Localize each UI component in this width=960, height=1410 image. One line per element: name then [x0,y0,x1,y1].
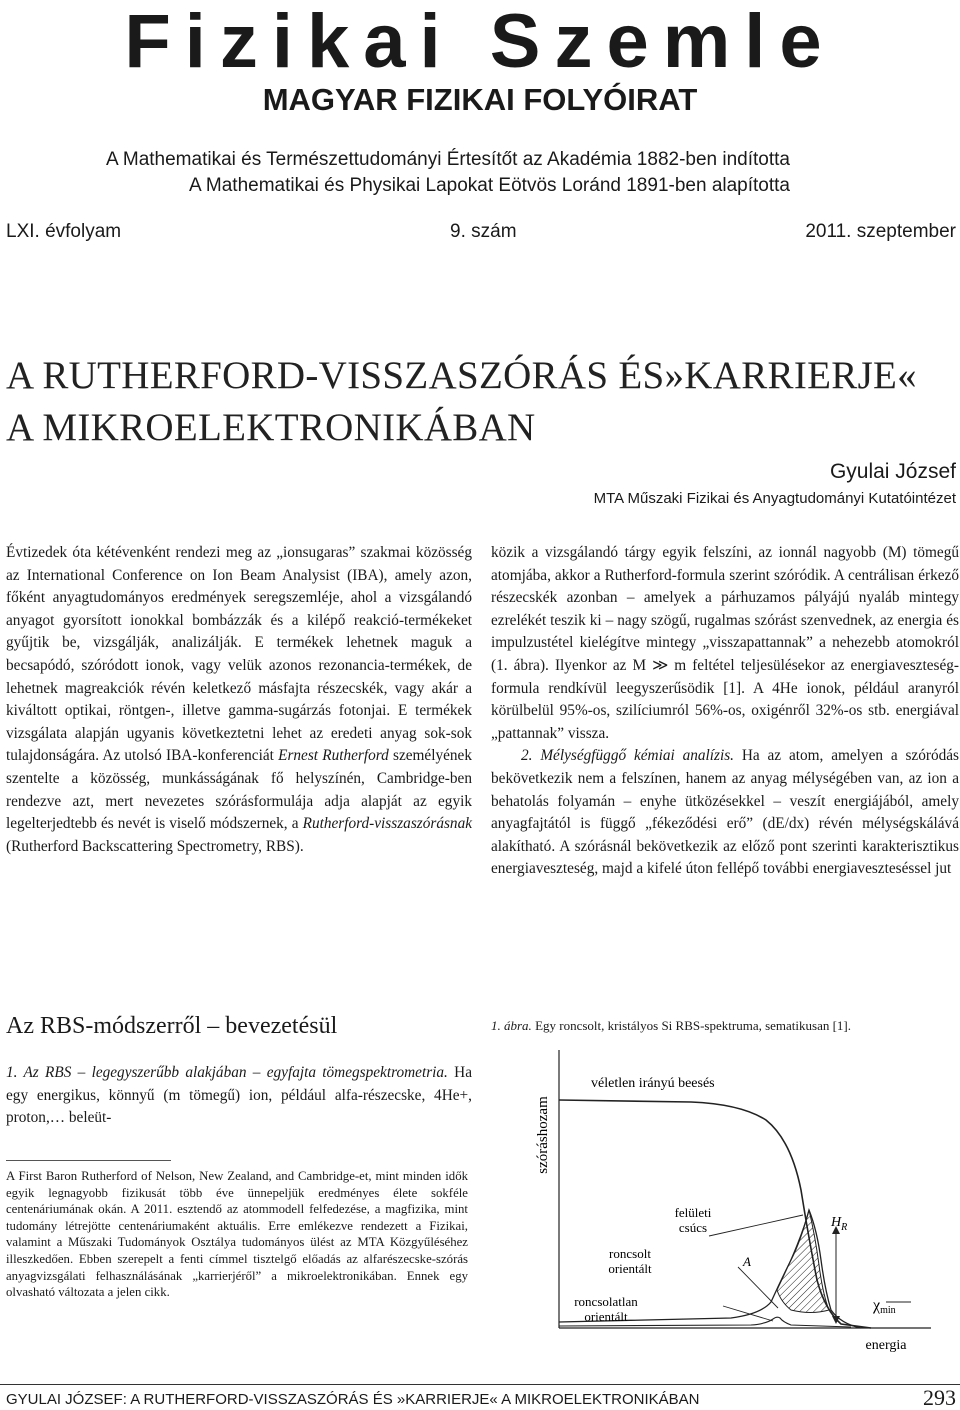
item-2-text: Ha az atom, amelyen a szóródás bekövetkezik nem a felszínen, hanem az anyag mélységében van, az ion a behatolás folyamán – enyhe ütközésekkel – veszít energiájából, amely anyagfajtától is függő „fékeződési erő” (dE/dx) révén mélységskálává alakítható. A szórásnál bekövetkezik az előző pont szerinti karakterisztikus energiaveszteség, majd a kifelé úton fellépő további energiaveszteséssel jut [491,747,959,878]
label-chi-min [872,1297,896,1316]
y-axis-label: szóráshozam [535,1096,551,1174]
x-axis-label: energia [865,1338,907,1353]
leader-undamaged [723,1306,773,1321]
footnote-divider [6,1160,171,1161]
label-undamaged-1: roncsolatlan [574,1294,638,1309]
section-heading: Az RBS-módszerről – bevezetésül [6,1013,338,1039]
leader-damaged [738,1267,778,1308]
page-number: 293 [923,1385,956,1410]
label-chi: χ [873,1297,881,1314]
right-column [491,542,959,881]
label-undamaged-2: orientált [584,1309,628,1324]
volume-label: LXI. évfolyam [6,221,122,242]
author-name: Gyulai József [829,460,956,483]
intro-paragraph [6,542,472,858]
right-paragraph-1: közik a vizsgálandó tárgy egyik felszíni, az ionnál nagyobb (M) tömegű atomjába, akkor a Rutherford-formula szerint szóródik. A centrálisan érkező részecskék azonban – amelyek a párhuzamos pályájú nyaláb mintegy ezrelékét teszik ki – nagy szögű, rugalmas szórást szenvednek, az energia és impulzustétel kielégítve mintegy „visszapattannak” a nehezebb atomokról (1. ábra). Ilyenkor az M ≫ m feltétel teljesülésekor az energiaveszteség-formula rendkívül leegyszerűsödik [1]. A 4He ionok, például aranyról körülbelül 95%-os, szilíciumról 56%-os, oxigénről 32%-os stb. energiával „pattannak” vissza. [491,544,959,742]
label-damaged-2: orientált [608,1261,652,1276]
intro-text: Évtizedek óta kétévenként rendezi meg az „ionsugaras” szakmai közösség az International Conference on Ion Beam Analysist (IBA), amely azon, főként anyagtudományos eredmények seregszemléje, ahol a vizsgálandó anyagot gyorsított ionokkal bombázzák és a kilépő reakció-termékeket gyűjtik be, vizsgálják, analizálják. E termékek lehetnek maguk a becsapódó, szóródott ionok, vagy velük azonos rezonancia-termékek, de lehetnek magreakciók révén keletkező másfajta részecskék, vagy akár a kiváltott optikai, röntgen-, illetve gamma-sugárzás fotonjai. E termékek vizsgálata alapján ugyanis következtetni lehet az eredeti anyag sok-sok tulajdonságára. Az utolsó IBA-konferenciát [6,544,472,765]
figure-caption [491,1017,959,1035]
article-title-line-1: A RUTHERFORD-VISSZASZÓRÁS ÉS»KARRIERJE« [6,354,917,397]
intro-emphasis-method: Rutherford-visszaszórásnak [302,815,473,833]
footnote [6,1168,468,1301]
label-HR [830,1215,847,1233]
article-title [6,350,946,454]
label-HR-sub: R [841,1222,848,1233]
item-2-heading: 2. Mélységfüggő kémiai analízis. [521,747,734,765]
intro-text-c: (Rutherford Backscattering Spectrometry, RBS). [6,837,304,855]
tagline-1: A Mathematikai és Természettudományi Értesítőt az Akadémia 1882-ben indította [105,149,790,170]
item-1-heading: 1. Az RBS – legegyszerűbb alakjában – egyfajta tömegspektrometria. [6,1064,448,1081]
journal-title: Fizikai Szemle [124,0,836,84]
item-1-text: Ha egy energikus, könnyű (m tömegű) ion, például alfa-részecske, 4He+, proton,… beleüt- [6,1064,473,1127]
intro-emphasis-name: Ernest Rutherford [278,747,389,765]
caption-text: Egy roncsolt, kristályos Si RBS-spektruma, sematikusan [1]. [535,1018,852,1033]
issue-label: 9. szám [450,221,517,242]
label-surface-1: felületi [674,1205,712,1220]
label-damaged-1: roncsolt [609,1246,651,1261]
tagline-2: A Mathematikai és Physikai Lapokat Eötvös Loránd 1891-ben alapította [189,175,790,196]
footnote-text: A First Baron Rutherford of Nelson, New Zealand, and Cambridge-et, mint minden idők egyik legnagyobb fizikusát több éve ünnepeljük eredményes élete sokféle centenáriumának okán. A 2011. esztendő az atommodell felfedezése, a magfizika, mint tudomány létrejötte centenáriumaként aktuális. Erre emlékezve rendezett a Fizikai, valamint a Műszaki Tudományok Osztálya tudományos ülést az MTA Közgyűléséhez illeszkedően. Ebben szerepelt a fenti címmel tisztelgő előadás az alfarészecske-szórás anyagvizsgálati felhasználásának „karrierjéről” a mikroelektronikában. Ennek egy olvasható változata a jelen cikk. [6,1169,468,1300]
article-title-line-2: A MIKROELEKTRONIKÁBAN [6,406,536,449]
leader-surface [709,1215,803,1236]
label-surface-2: csúcs [678,1220,708,1235]
item-2 [491,745,959,881]
caption-label: 1. ábra. [491,1018,532,1033]
rbs-spectrum-figure [491,1040,959,1360]
label-random-incidence: véletlen irányú beesés [591,1076,715,1091]
label-A: A [743,1254,751,1269]
item-1 [6,1062,472,1130]
author-affiliation: MTA Műszaki Fizikai és Anyagtudományi Kutatóintézet [593,490,956,507]
footer-divider [0,1384,960,1385]
label-HR-main: H [831,1215,842,1230]
left-column-lower [6,1062,472,1130]
left-column [6,542,472,858]
date-label: 2011. szeptember [805,221,956,242]
intro-text-b: személyének szentelte a közösség, munkásságának fő helyszínén, Cambridge-ben rendezve azt, mert nevezetes szórásformulája adja alapját az egyik legelterjedtebb és nevét is viselő módszernek, a [6,747,472,833]
label-chi-sub: min [880,1305,896,1316]
journal-subtitle: MAGYAR FIZIKAI FOLYÓIRAT [262,82,698,117]
running-head: GYULAI JÓZSEF: A RUTHERFORD-VISSZASZÓRÁS ÉS »KARRIERJE« A MIKROELEKTRONIKÁBAN [6,1391,700,1408]
